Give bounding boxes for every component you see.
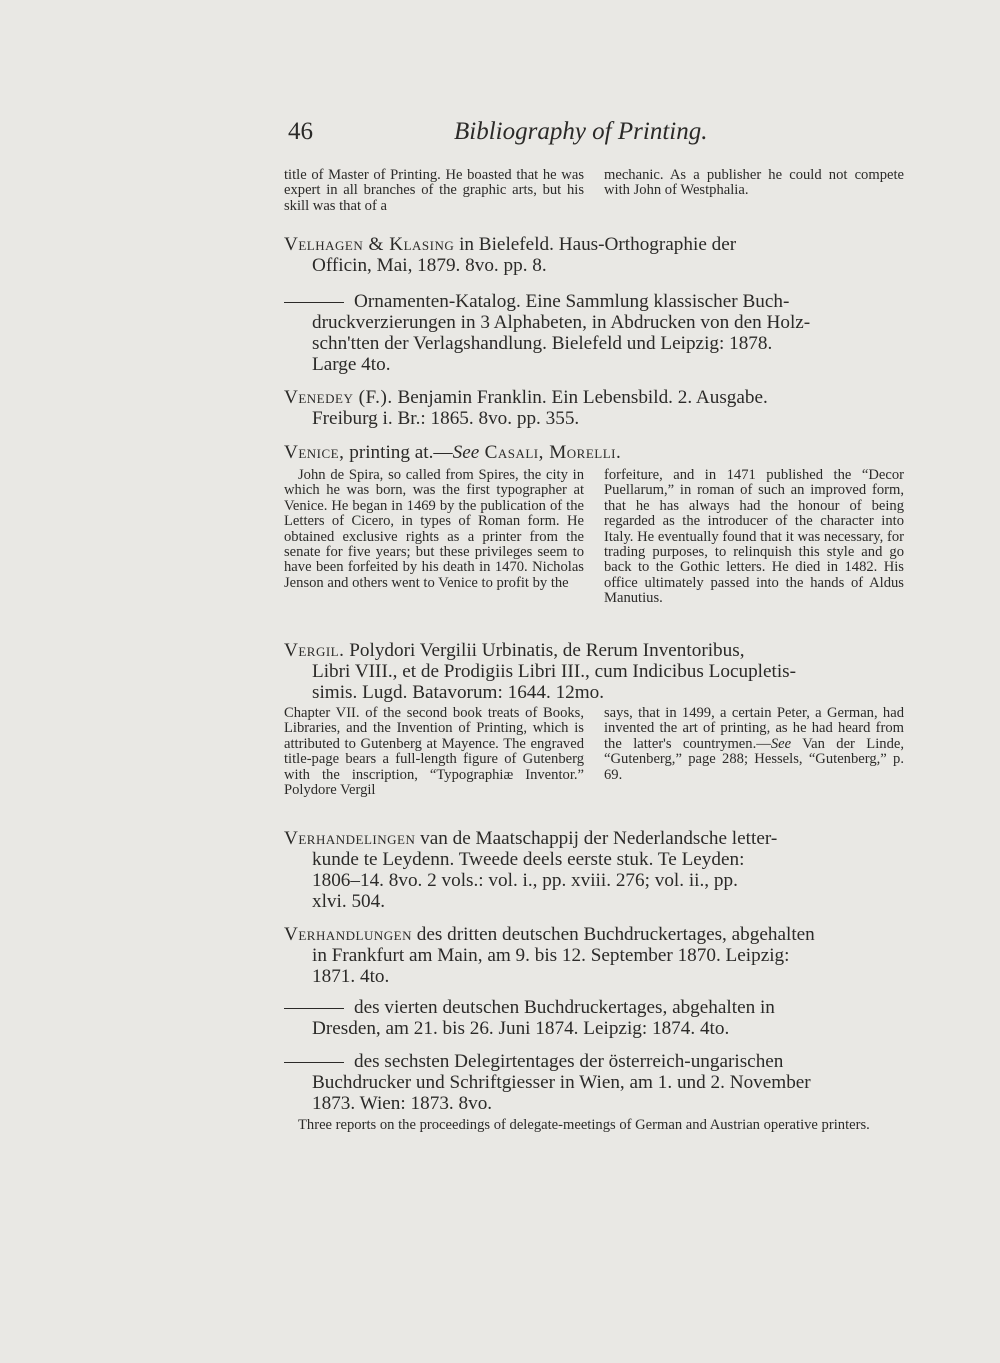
venice-note-right: forfeiture, and in 1471 published the “Decor Puellarum,” in roman of such an improved form, that he has always had the honour of being regarded as the introducer of the character into Italy. He eventually found that it was necessary, for trading purposes, to relinquish this style and go back to the Gothic letters. He died in 1482. His office ultimately passed into the hands of Aldus Manutius. (604, 467, 904, 607)
entry-ornamenten (284, 291, 896, 375)
note-text: Van der Linde, “Gutenberg,” page 288; Hessels, “Gutenberg,” p. 69. (604, 735, 904, 783)
entry-text: Dresden, am 21. bis 26. Juni 1874. Leipzig: 1874. 4to. (312, 1018, 730, 1039)
entry-text: des sechsten Delegirtentages der österreich-ungarischen (354, 1051, 784, 1072)
entry-author: Vergil. (284, 640, 345, 661)
ditto-dash (284, 1008, 344, 1009)
running-title: Bibliography of Printing. (454, 118, 708, 145)
entry-text: in Bielefeld. Haus-Orthographie der (454, 234, 737, 255)
entry-vierten (284, 997, 896, 1039)
entry-verhandelingen (284, 828, 896, 912)
note-text: says, that in 1499, a certain Peter, a German, had invented the art of printing, as he had heard from the latter's countrymen.— (604, 705, 904, 752)
entry-author: Velhagen & Klasing (284, 234, 455, 255)
entry-vergil (284, 640, 896, 703)
top-note-right: mechanic. As a publisher he could not compete with John of Westphalia. (604, 167, 904, 199)
entry-text: Benjamin Franklin. Ein Lebensbild. 2. Ausgabe. (392, 387, 768, 408)
entry-text: printing at.— (344, 442, 453, 463)
entry-text: 1873. Wien: 1873. 8vo. (312, 1093, 493, 1114)
ditto-dash (284, 302, 344, 303)
vergil-note-right (604, 706, 904, 798)
page-header (282, 118, 902, 158)
entry-text: kunde te Leydenn. Tweede deels eerste stuk. Te Leyden: (312, 849, 745, 870)
top-note (284, 168, 904, 214)
entry-text: van de Maatschappij der Nederlandsche letter- (415, 828, 778, 849)
entry-text: simis. Lugd. Batavorum: 1644. 12mo. (312, 682, 605, 703)
entry-text: des dritten deutschen Buchdruckertages, abgehalten (411, 924, 815, 945)
entry-text: 1871. 4to. (312, 966, 390, 987)
top-note-left: title of Master of Printing. He boasted that he was expert in all branches of the graphic arts, but his skill was that of a (284, 167, 584, 214)
entry-text: Polydori Vergilii Urbinatis, de Rerum Inventoribus, (344, 640, 745, 661)
vergil-note (284, 706, 904, 798)
entry-text: xlvi. 504. (312, 891, 386, 912)
cross-references: Casali, Morelli. (479, 442, 622, 463)
entry-text: des vierten deutschen Buchdruckertages, abgehalten in (354, 997, 775, 1018)
entry-text: Large 4to. (312, 354, 391, 375)
entry-text: Ornamenten-Katalog. Eine Sammlung klassischer Buch- (354, 291, 790, 312)
entry-text: Freiburg i. Br.: 1865. 8vo. pp. 355. (312, 408, 580, 429)
ditto-dash (284, 1062, 344, 1063)
entry-text: druckverzierungen in 3 Alphabeten, in Abdrucken von den Holz- (312, 312, 811, 333)
entry-text: Officin, Mai, 1879. 8vo. pp. 8. (312, 255, 547, 276)
vergil-note-left: Chapter VII. of the second book treats of Books, Libraries, and the Invention of Printing, which is attributed to Gutenberg at Mayence. The engraved title-page bears a full-length figure of Gutenberg with the inscription, “Typographiæ Inventor.” Polydore Vergil (284, 705, 584, 799)
venice-note-left: John de Spira, so called from Spires, the city in which he was born, was the first typographer at Venice. He began in 1469 by the publication of the Letters of Cicero, in types of Roman form. He obtained exclusive rights as a printer from the senate for five years; but these privileges seem to have been forfeited by his death in 1470. Nicholas Jenson and others went to Venice to profit by the (284, 467, 584, 591)
entry-text: Buchdrucker und Schriftgiesser in Wien, am 1. und 2. November (312, 1072, 811, 1093)
entry-venice (284, 442, 896, 463)
see-reference: See (770, 735, 792, 752)
entry-text: 1806–14. 8vo. 2 vols.: vol. i., pp. xviii. 276; vol. ii., pp. (312, 870, 738, 891)
venice-note (284, 468, 904, 607)
entry-author: Venice, (284, 442, 345, 463)
entry-text: schn'tten der Verlagshandlung. Bielefeld und Leipzig: 1878. (312, 333, 773, 354)
entry-author: Verhandlungen (284, 924, 412, 945)
entry-author: Venedey (F.). (284, 387, 393, 408)
entry-velhagen (284, 234, 896, 276)
final-note: Three reports on the proceedings of delegate-meetings of German and Austrian operative printers. (298, 1117, 870, 1133)
entry-author: Verhandelingen (284, 828, 416, 849)
entry-venedey (284, 387, 896, 429)
entry-text: Libri VIII., et de Prodigiis Libri III., cum Indicibus Locupletis- (312, 661, 797, 682)
entry-sechsten (284, 1051, 896, 1114)
page-number: 46 (288, 118, 313, 145)
entry-verhandlungen (284, 924, 896, 987)
see-reference: See (452, 442, 480, 463)
entry-text: in Frankfurt am Main, am 9. bis 12. September 1870. Leipzig: (312, 945, 790, 966)
